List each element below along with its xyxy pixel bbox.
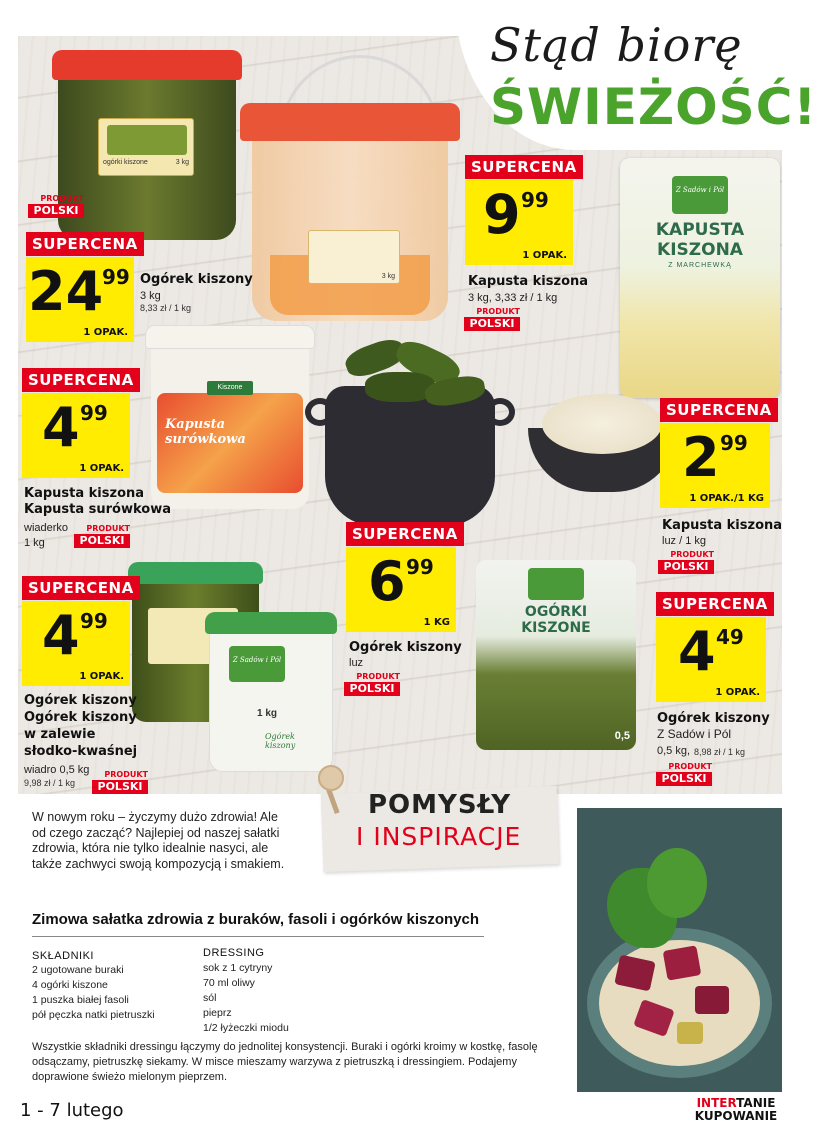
price-decimals: 99: [406, 555, 434, 579]
salad-bucket-image: [145, 325, 315, 515]
product-detail: luz: [349, 657, 364, 669]
product-name: słodko-kwaśnej: [24, 744, 138, 759]
product-name: Ogórek kiszony: [24, 710, 137, 725]
ingredient-item: 4 ogórki kiszone: [32, 979, 108, 991]
validity-dates: 1 - 7 lutego: [20, 1100, 124, 1121]
cabbage-bag-line2: KISZONA: [657, 240, 743, 260]
dressing-item: sól: [203, 992, 217, 1004]
price-tag-kapusta-luz: [660, 398, 770, 508]
price-tag-ogorek-3kg: [26, 232, 138, 342]
price-decimals: 99: [80, 401, 108, 425]
product-detail: luz / 1 kg: [662, 535, 707, 547]
recipe-method: Wszystkie składniki dressingu łączymy do jednolitej konsystencji. Buraki i ogórki kroimy w kostkę, fasolę odsączamy, pietruszkę siekamy. W misce mieszamy warzywa z pietruszką i dressingiem. Podajemy doprawione świeżo mielonym pieprzem.: [32, 1041, 538, 1083]
recipe-divider: [32, 936, 484, 937]
logo-line2: KUPOWANIE: [694, 1109, 778, 1123]
dressing-item: pieprz: [203, 1007, 232, 1019]
inspiration-title: POMYSŁY: [368, 790, 512, 820]
product-name: Ogórek kiszony: [140, 272, 253, 287]
cabbage-bag-image: [620, 158, 780, 398]
pickle-label-text: ogórki kiszone: [103, 159, 148, 166]
pickles-bag-image: [476, 560, 636, 750]
logo-part-b: TANIE: [736, 1096, 776, 1110]
salad-bucket-label: Kapusta surówkowa: [165, 417, 246, 447]
store-logo: [688, 1097, 784, 1123]
product-name: Ogórek kiszony: [24, 693, 137, 708]
price-integer: 9: [483, 183, 521, 246]
origin-badge: PRODUKT POLSKI: [92, 770, 148, 794]
zsadow-bucket-brand: Z Sadów i Pól: [232, 656, 282, 664]
inspiration-subtitle: I INSPIRACJE: [356, 822, 522, 851]
product-detail: wiaderko: [24, 522, 69, 534]
cabbage-bag-line3: Z MARCHEWKĄ: [668, 262, 732, 269]
product-detail: 1 kg: [24, 537, 45, 549]
price-decimals: 99: [102, 265, 130, 289]
zsadow-bucket-weight: 1 kg: [257, 708, 278, 719]
product-detail: Z Sadów i Pól: [657, 727, 732, 741]
logo-part-a: INTER: [696, 1096, 737, 1110]
dressing-item: sok z 1 cytryny: [203, 962, 273, 974]
product-name: Kapusta surówkowa: [24, 502, 172, 517]
pickle-label-weight: 3 kg: [175, 159, 189, 166]
price-tag-ogorek-zsadow: [656, 592, 766, 702]
origin-badge: PRODUKT POLSKI: [344, 672, 400, 696]
unit-price: 9,98 zł / 1 kg: [24, 778, 76, 788]
price-unit: 1 OPAK.: [522, 250, 567, 261]
product-detail: 0,5 kg,: [657, 745, 691, 757]
tag-label: SUPERCENA: [22, 576, 140, 600]
tag-label: SUPERCENA: [660, 398, 778, 422]
cabbage-bucket-weight: 3 kg: [381, 273, 395, 280]
price-tag-ogorek-wiadro: [22, 576, 134, 686]
product-name: Ogórek kiszony: [657, 711, 770, 726]
product-name: w zalewie: [24, 727, 96, 742]
zsadow-bucket-label: Ogórek kiszony: [265, 732, 296, 750]
price-decimals: 99: [521, 188, 549, 212]
price-decimals: 99: [80, 609, 108, 633]
tag-label: SUPERCENA: [22, 368, 140, 392]
price-unit: 1 OPAK.: [79, 671, 124, 682]
unit-price: 8,33 zł / 1 kg: [140, 303, 192, 313]
headline-freshness: ŚWIEŻOŚĆ!: [490, 78, 818, 136]
origin-badge: PRODUKT POLSKI: [464, 307, 520, 331]
tag-label: SUPERCENA: [465, 155, 583, 179]
ingredient-item: pół pęczka natki pietruszki: [32, 1009, 155, 1021]
price-unit: 1 OPAK.: [83, 327, 128, 338]
dressing-item: 70 ml oliwy: [203, 977, 255, 989]
salad-photo: [577, 808, 782, 1092]
price-integer: 6: [368, 550, 406, 613]
price-unit: 1 KG: [423, 617, 450, 628]
ingredients-heading: SKŁADNIKI: [32, 950, 94, 962]
dressing-heading: DRESSING: [203, 947, 265, 959]
price-tag-ogorek-luz: [346, 522, 456, 632]
pickles-bag-label: OGÓRKI KISZONE: [521, 604, 591, 636]
product-name: Kapusta kiszona: [468, 274, 589, 289]
ingredient-item: 2 ugotowane buraki: [32, 964, 124, 976]
product-detail: 3 kg, 3,33 zł / 1 kg: [468, 292, 558, 304]
pot-pickles-image: [305, 338, 515, 528]
price-decimals: 49: [716, 625, 744, 649]
price-integer: 4: [678, 620, 716, 683]
tag-label: SUPERCENA: [656, 592, 774, 616]
pin-icon: [318, 765, 344, 791]
cabbage-bucket-image: [240, 55, 462, 325]
price-integer: 4: [42, 396, 80, 459]
unit-price: 8,98 zł / 1 kg: [694, 747, 746, 757]
headline-script: Stąd biorę: [490, 18, 743, 72]
origin-badge: PRODUKT POLSKI: [656, 762, 712, 786]
product-name: Kapusta kiszona: [662, 518, 783, 533]
product-detail: 3 kg: [140, 290, 161, 302]
price-tag-kapusta-surowkowa: [22, 368, 134, 478]
price-integer: 2: [682, 426, 720, 489]
origin-badge: PRODUKT POLSKI: [28, 194, 84, 218]
price-unit: 1 OPAK.: [79, 463, 124, 474]
product-detail: wiadro 0,5 kg: [24, 764, 90, 776]
price-tag-kapusta-3kg: [465, 155, 577, 265]
origin-badge: PRODUKT POLSKI: [74, 524, 130, 548]
zsadow-bucket-image: [205, 612, 337, 772]
cabbage-bag-line1: KAPUSTA: [655, 220, 745, 240]
ingredient-item: 1 puszka białej fasoli: [32, 994, 129, 1006]
cabbage-bag-brand: Z Sadów i Pól: [675, 186, 725, 194]
origin-badge: PRODUKT POLSKI: [658, 550, 714, 574]
recipe-intro: W nowym roku – życzymy dużo zdrowia! Ale od czego zacząć? Najlepiej od naszej sałatki zdrowia, która nie tylko idealnie nasyci, ale także zachwyci swoją kompozycją i smakiem.: [32, 810, 285, 871]
price-unit: 1 OPAK./1 KG: [689, 493, 764, 504]
price-unit: 1 OPAK.: [715, 687, 760, 698]
tag-label: SUPERCENA: [26, 232, 144, 256]
salad-bucket-brand: Kiszone: [207, 381, 253, 395]
price-integer: 24: [28, 260, 104, 323]
price-decimals: 99: [720, 431, 748, 455]
product-name: Kapusta kiszona: [24, 486, 145, 501]
cabbage-bowl-image: [528, 388, 678, 498]
recipe-title: Zimowa sałatka zdrowia z buraków, fasoli i ogórków kiszonych: [32, 911, 480, 928]
pickles-bag-weight: 0,5: [614, 730, 630, 742]
dressing-item: 1/2 łyżeczki miodu: [203, 1022, 289, 1034]
tag-label: SUPERCENA: [346, 522, 464, 546]
product-name: Ogórek kiszony: [349, 640, 462, 655]
price-integer: 4: [42, 604, 80, 667]
